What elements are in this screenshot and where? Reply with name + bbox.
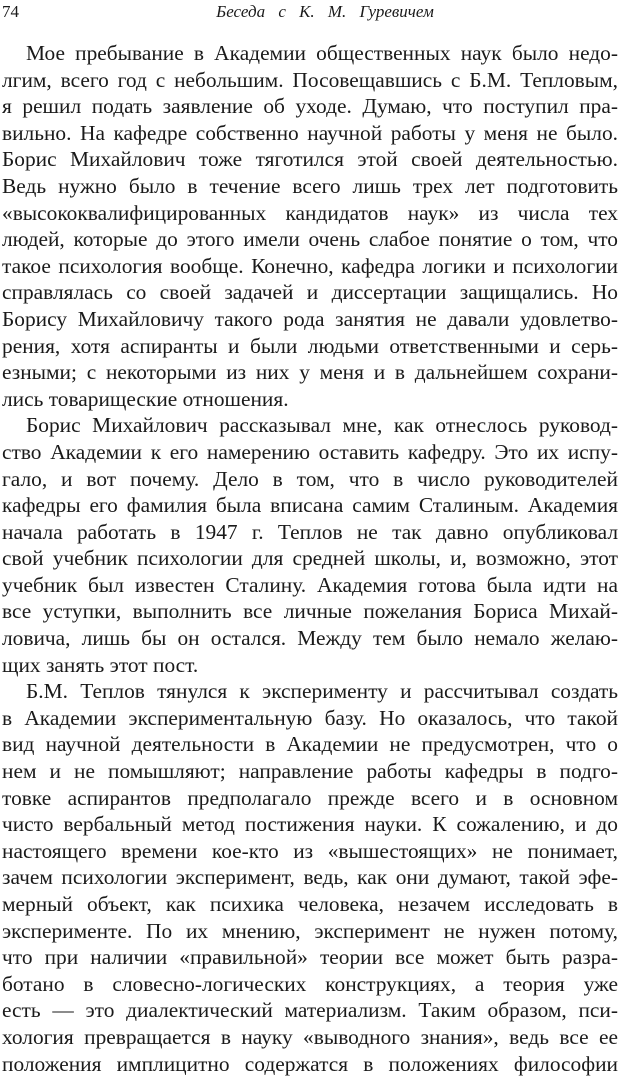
running-title: Беседа с К. М. Гуревичем bbox=[216, 2, 434, 21]
text-line: такое психология вообще. Конечно, кафедра логики и психологии bbox=[2, 253, 618, 278]
text-line: лгим, всего год с небольшим. Посовещавшись с Б.М. Тепловым, bbox=[2, 67, 618, 92]
text-line: Ведь нужно было в течение всего лишь трех лет подготовить bbox=[2, 173, 618, 198]
text-line: Борис Михайлович тоже тяготился этой своей деятельностью. bbox=[2, 147, 618, 172]
text-line: вид научной деятельности в Академии не предусмотрен, что о bbox=[2, 732, 619, 757]
text-line: настоящего времени кое-кто из «вышестоящих» не понимает, bbox=[2, 838, 618, 863]
text-line: ловича, лишь бы он остался. Между тем было немало желаю- bbox=[2, 626, 618, 651]
text-line: зачем психологии эксперимент, ведь, как они думают, такой эфе- bbox=[2, 865, 618, 890]
text-line: хология превращается в науку «выводного знания», ведь все ее bbox=[2, 1024, 618, 1049]
text-line: «высококвалифицированных кандидатов наук» из числа тех bbox=[2, 200, 618, 225]
text-line: мерный объект, как психика человека, незачем исследовать в bbox=[2, 892, 618, 916]
paragraph-1 bbox=[2, 40, 618, 412]
text-line: щих занять этот пост. bbox=[2, 652, 199, 677]
text-line: я решил подать заявление об уходе. Думаю, что поступил пра- bbox=[2, 94, 618, 119]
text-line: Борис Михайлович рассказывал мне, как отнеслось руковод- bbox=[26, 413, 618, 438]
page-header bbox=[0, 0, 620, 26]
text-line: лись товарищеские отношения. bbox=[2, 386, 289, 411]
paragraph-3 bbox=[2, 678, 618, 1077]
text-line: учебник был известен Сталину. Академия готова была идти на bbox=[2, 572, 618, 597]
text-line: Борису Михайловичу такого рода занятия не давали удовлетво- bbox=[2, 306, 618, 331]
body-text bbox=[2, 40, 618, 1077]
text-line: нем и не помышляют; направление работы кафедры в подго- bbox=[2, 759, 618, 784]
text-line: товке аспирантов предполагало прежде всего и в основном bbox=[2, 785, 618, 810]
paragraph-2 bbox=[2, 412, 618, 678]
page-number: 74 bbox=[2, 2, 19, 21]
text-line: что при наличии «правильной» теории все может быть разра- bbox=[2, 945, 618, 970]
text-line: свой учебник психологии для средней школы, и, возможно, этот bbox=[2, 546, 618, 571]
text-line: положения имплицитно содержатся в положениях философии bbox=[2, 1051, 618, 1076]
text-line: кафедры его фамилия была вписана самим Сталиным. Академия bbox=[2, 493, 618, 518]
text-line: чисто вербальный метод постижения науки. К сожалению, и до bbox=[2, 812, 618, 837]
text-line: Б.М. Теплов тянулся к эксперименту и рассчитывал создать bbox=[26, 679, 618, 704]
text-line: есть — это диалектический материализм. Таким образом, пси- bbox=[2, 998, 618, 1023]
text-line: справлялась со своей задачей и диссертации защищались. Но bbox=[2, 280, 618, 305]
text-line: эксперименте. По их мнению, эксперимент не нужен потому, bbox=[2, 918, 618, 943]
text-line: людей, которые до этого имели очень слабое понятие о том, что bbox=[2, 227, 618, 252]
text-line: ботано в словесно-логических конструкциях, а теория уже bbox=[2, 971, 618, 996]
text-line: начала работать в 1947 г. Теплов не так давно опубликовал bbox=[2, 519, 618, 544]
text-line: вильно. На кафедре собственно научной работы у меня не было. bbox=[2, 120, 618, 145]
text-line: гало, и вот почему. Дело в том, что в число руководителей bbox=[2, 466, 618, 491]
text-line: Мое пребывание в Академии общественных наук было недо- bbox=[26, 41, 618, 65]
text-line: езными; с некоторыми из них у меня и в дальнейшем сохрани- bbox=[2, 360, 618, 385]
text-line: рения, хотя аспиранты и были людьми ответственными и серь- bbox=[2, 333, 618, 358]
text-line: ство Академии к его намерению оставить кафедру. Это их испу- bbox=[2, 439, 618, 464]
text-line: все уступки, выполнить все личные пожелания Бориса Михай- bbox=[2, 599, 619, 624]
text-line: в Академии экспериментальную базу. Но оказалось, что такой bbox=[2, 705, 618, 730]
